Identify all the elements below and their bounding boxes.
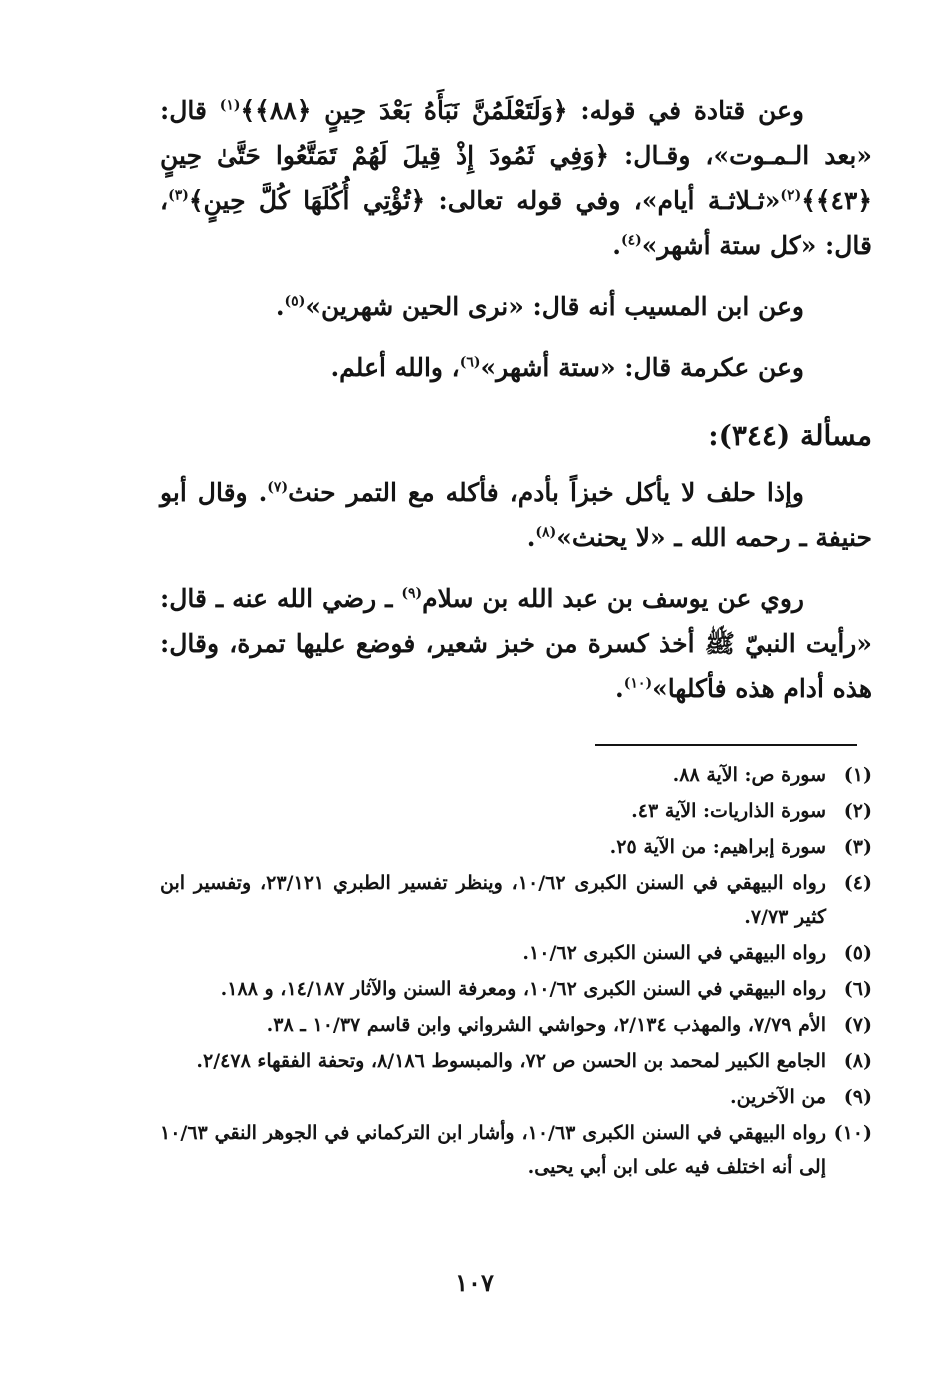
footnote-ref-8[interactable]: (٨) [535,524,557,541]
footnote-ref-4[interactable]: (٤) [620,232,642,249]
footnote-number: (١) [843,764,872,786]
section-heading: مسألة (٣٤٤): [708,419,872,452]
paragraph-ibn-musayyab [160,284,872,329]
footnote-number: (٧) [843,1014,872,1036]
text: وإذا حلف لا يأكل خبزاً بأدم، فأكله مع التمر حنث [288,478,805,507]
text: . [615,674,624,703]
footnote-number: (١٠) [833,1122,872,1144]
footnote-number: (٦) [843,978,872,1000]
main-text [160,88,872,711]
footnote-text: الجامع الكبير لمحمد بن الحسن ص ٧٢، والمبسوط ٨/١٨٦، وتحفة الفقهاء ٢/٤٧٨. [196,1050,826,1072]
paragraph-ikrima [160,345,872,390]
footnote-text: رواه البيهقي في السنن الكبرى ١٠/٦٢، وينظر تفسير الطبري ٢٣/١٢١، وتفسير ابن كثير ٧/٧٣. [160,872,826,928]
footnote-ref-5[interactable]: (٥) [284,293,306,310]
footnote-item [160,936,872,970]
footnote-separator [595,744,857,746]
footnote-number: (٩) [843,1086,872,1108]
footnote-number: (٨) [843,1050,872,1072]
text: ـ رضي الله عنه ـ قال: «رأيت النبيّ ﷺ أخذ كسرة من خبز شعير، فوضع عليها تمرة، وقال: هذه أدام هذه فأكلها» [160,584,872,703]
footnote-item [160,972,872,1006]
text: . [275,292,285,321]
footnote-item [160,794,872,828]
text: روي عن يوسف بن عبد الله بن سلام [422,584,804,613]
footnote-item [160,866,872,934]
text: «ثـلاثـة أيام»، وفي قوله تعالى: ﴿تُؤْتِي أُكُلَهَا كُلَّ حِينٍ﴾ [188,186,781,215]
paragraph-oath [160,470,872,560]
text: . [526,523,536,552]
footnote-ref-9[interactable]: (٩) [401,585,423,602]
footnote-text: سورة ص: الآية ٨٨. [672,764,826,786]
footnote-item [160,1008,872,1042]
text: ، والله أعلم. [330,353,460,382]
footnote-number: (٤) [843,872,872,894]
text: وعن قتادة في قوله: ﴿وَلَتَعْلَمُنَّ نَبَأَهُ بَعْدَ حِينٍ ﴿٨٨﴾﴾ [240,96,804,125]
text: قال: «بعد الـمـوت»، وقـال: ﴿وَفِي ثَمُودَ إِذْ قِيلَ لَهُمْ تَمَتَّعُوا حَتَّىٰ حِينٍ ﴿٤٣﴾﴾ [160,96,872,215]
text: . [612,231,621,260]
footnote-ref-2[interactable]: (٢) [780,187,802,204]
footnote-item [160,758,872,792]
footnote-text: رواه البيهقي في السنن الكبرى ١٠/٦٢، ومعرفة السنن والآثار ١٤/١٨٧، و ١٨٨. [220,978,826,1000]
page-number: ١٠٧ [455,1268,494,1297]
footnote-item [160,830,872,864]
footnote-ref-1[interactable]: (١) [219,97,241,114]
footnote-text: سورة الذاريات: الآية ٤٣. [631,800,826,822]
footnotes-list [160,758,872,1186]
footnote-text: رواه البيهقي في السنن الكبرى ١٠/٦٢. [522,942,826,964]
footnote-text: سورة إبراهيم: من الآية ٢٥. [609,836,826,858]
footnote-ref-3[interactable]: (٣) [168,187,189,204]
footnote-text: الأم ٧/٧٩، والمهذب ٢/١٣٤، وحواشي الشرواني وابن قاسم ١٠/٣٧ ـ ٣٨. [266,1014,826,1036]
text: . وقال أبو حنيفة ـ رحمه الله ـ «لا يحنث» [160,478,872,552]
paragraph-hadith [160,576,872,711]
footnote-item [160,1116,872,1184]
paragraph-qatada [160,88,872,268]
text: وعن ابن المسيب أنه قال: «نرى الحين شهرين» [305,292,804,321]
footnote-number: (٢) [843,800,872,822]
footnote-text: من الآخرين. [730,1086,826,1108]
footnote-item [160,1044,872,1078]
text: ، قال: «كل ستة أشهر» [160,186,872,260]
footnote-text: رواه البيهقي في السنن الكبرى ١٠/٦٣، وأشار ابن التركماني في الجوهر النقي ١٠/٦٣ إلى أنه اختلف فيه على ابن أبي يحيى. [160,1122,826,1178]
footnote-number: (٣) [843,836,872,858]
text: وعن عكرمة قال: «ستة أشهر» [480,353,804,382]
footnote-item [160,1080,872,1114]
footnote-ref-7[interactable]: (٧) [267,479,289,496]
footnote-ref-6[interactable]: (٦) [459,354,481,371]
footnote-ref-10[interactable]: (١٠) [623,675,653,692]
footnote-number: (٥) [843,942,872,964]
